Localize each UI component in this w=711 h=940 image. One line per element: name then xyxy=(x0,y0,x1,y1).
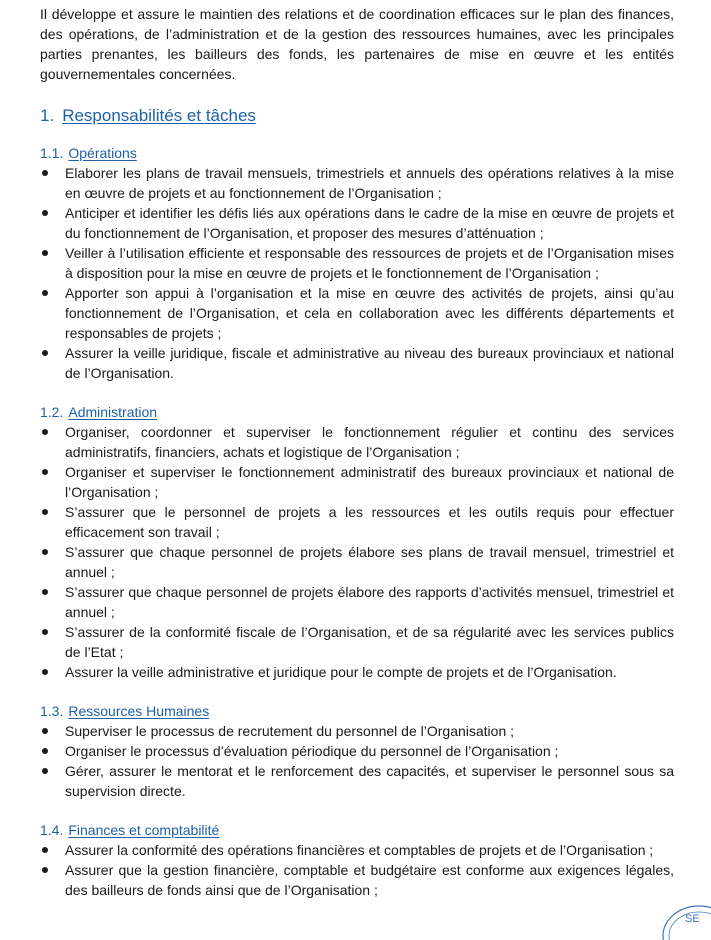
list-item xyxy=(40,741,674,761)
list-item xyxy=(40,422,674,462)
subsection xyxy=(40,143,674,383)
subsection-number: 1.1. xyxy=(40,145,64,161)
list-item-text: Veiller à l’utilisation efficiente et responsable des ressources de projets et de l’Organisation mises à disposition pour la mise en œuvre de projets et le fonctionnement de l’Organisation ; xyxy=(65,245,674,281)
bullet-icon xyxy=(42,728,48,734)
list-item-text: Organiser et superviser le fonctionnement administratif des bureaux provinciaux et national de l’Organisation ; xyxy=(65,464,674,500)
bullet-icon xyxy=(42,669,48,675)
bullet-icon xyxy=(42,290,48,296)
stamp-text: SE xyxy=(685,913,700,925)
list-item-text: Elaborer les plans de travail mensuels, trimestriels et annuels des opérations relatives à la mise en œuvre de projets et au fonctionnement de l’Organisation ; xyxy=(65,165,674,201)
list-item-text: S’assurer que chaque personnel de projets élabore ses plans de travail mensuel, trimestriel et annuel ; xyxy=(65,544,674,580)
bullet-icon xyxy=(42,549,48,555)
list-item-text: Assurer la conformité des opérations financières et comptables de projets et de l’Organisation ; xyxy=(65,842,654,858)
subsection-number: 1.4. xyxy=(40,822,64,838)
subsection-heading xyxy=(40,143,674,163)
document-page xyxy=(40,4,674,900)
bullet-icon xyxy=(42,210,48,216)
subsection-title: Ressources Humaines xyxy=(68,703,210,719)
list-item xyxy=(40,840,674,860)
subsection xyxy=(40,402,674,682)
subsection-title: Opérations xyxy=(68,145,137,161)
list-item-text: Assurer la veille administrative et juridique pour le compte de projets et de l’Organisation. xyxy=(65,664,617,680)
bullet-icon xyxy=(42,589,48,595)
bullet-icon xyxy=(42,847,48,853)
list-item-text: S’assurer que chaque personnel de projets élabore des rapports d’activités mensuel, trimestriel et annuel ; xyxy=(65,584,674,620)
list-item xyxy=(40,243,674,283)
list-item xyxy=(40,502,674,542)
list-item-text: Anticiper et identifier les défis liés aux opérations dans le cadre de la mise en œuvre de projets et du fonctionnement de l’Organisation, et proposer des mesures d’atténuation ; xyxy=(65,205,674,241)
intro-paragraph: Il développe et assure le maintien des relations et de coordination efficaces sur le plan des finances, des opérations, de l’administration et de la gestion des ressources humaines, avec les principales parties prenantes, les bailleurs des fonds, les partenaires de mise en œuvre et les entités gouvernementales concernées. xyxy=(40,6,674,82)
subsection xyxy=(40,820,674,900)
list-item-text: S’assurer de la conformité fiscale de l’Organisation, et de sa régularité avec les services publics de l’Etat ; xyxy=(65,624,674,660)
subsection xyxy=(40,701,674,801)
list-item-text: S’assurer que le personnel de projets a les ressources et les outils requis pour effectuer efficacement son travail ; xyxy=(65,504,674,540)
bullet-icon xyxy=(42,768,48,774)
list-item xyxy=(40,721,674,741)
list-item-text: Organiser, coordonner et superviser le fonctionnement régulier et continu des services administratifs, financiers, achats et logistique de l’Organisation ; xyxy=(65,424,674,460)
bullet-list xyxy=(40,163,674,383)
bullet-icon xyxy=(42,748,48,754)
list-item xyxy=(40,761,674,801)
bullet-icon xyxy=(42,429,48,435)
subsection-title: Administration xyxy=(68,404,158,420)
list-item-text: Superviser le processus de recrutement du personnel de l’Organisation ; xyxy=(65,723,515,739)
subsection-heading xyxy=(40,402,674,422)
bullet-icon xyxy=(42,350,48,356)
bullet-list xyxy=(40,422,674,682)
subsection-heading xyxy=(40,701,674,721)
subsection-number: 1.2. xyxy=(40,404,64,420)
bullet-icon xyxy=(42,509,48,515)
list-item xyxy=(40,462,674,502)
subsection-number: 1.3. xyxy=(40,703,64,719)
stamp-logo xyxy=(659,896,711,940)
section-heading-number: 1. xyxy=(40,106,55,125)
list-item-text: Gérer, assurer le mentorat et le renforcement des capacités, et superviser le personnel sous sa supervision directe. xyxy=(65,763,674,799)
bullet-icon xyxy=(42,469,48,475)
bullet-icon xyxy=(42,250,48,256)
list-item-text: Apporter son appui à l’organisation et la mise en œuvre des activités de projets, ainsi qu’au fonctionnement de l’Organisation, et cela en collaboration avec les différents départements et responsables de projets ; xyxy=(65,285,674,341)
list-item xyxy=(40,163,674,203)
list-item-text: Assurer que la gestion financière, comptable et budgétaire est conforme aux exigences légales, des bailleurs de fonds ainsi que de l’Organisation ; xyxy=(65,862,674,898)
bullet-icon xyxy=(42,170,48,176)
section-heading xyxy=(40,104,674,128)
subsection-title: Finances et comptabilité xyxy=(68,822,220,838)
list-item xyxy=(40,203,674,243)
list-item xyxy=(40,582,674,622)
section-heading-title: Responsabilités et tâches xyxy=(62,106,256,125)
list-item xyxy=(40,622,674,662)
subsection-heading xyxy=(40,820,674,840)
list-item-text: Assurer la veille juridique, fiscale et administrative au niveau des bureaux provinciaux et national de l’Organisation. xyxy=(65,345,674,381)
subsections xyxy=(40,143,674,900)
list-item-text: Organiser le processus d’évaluation périodique du personnel de l’Organisation ; xyxy=(65,743,559,759)
list-item xyxy=(40,283,674,343)
list-item xyxy=(40,860,674,900)
bullet-list xyxy=(40,840,674,900)
bullet-list xyxy=(40,721,674,801)
bullet-icon xyxy=(42,867,48,873)
list-item xyxy=(40,662,674,682)
bullet-icon xyxy=(42,629,48,635)
list-item xyxy=(40,542,674,582)
list-item xyxy=(40,343,674,383)
